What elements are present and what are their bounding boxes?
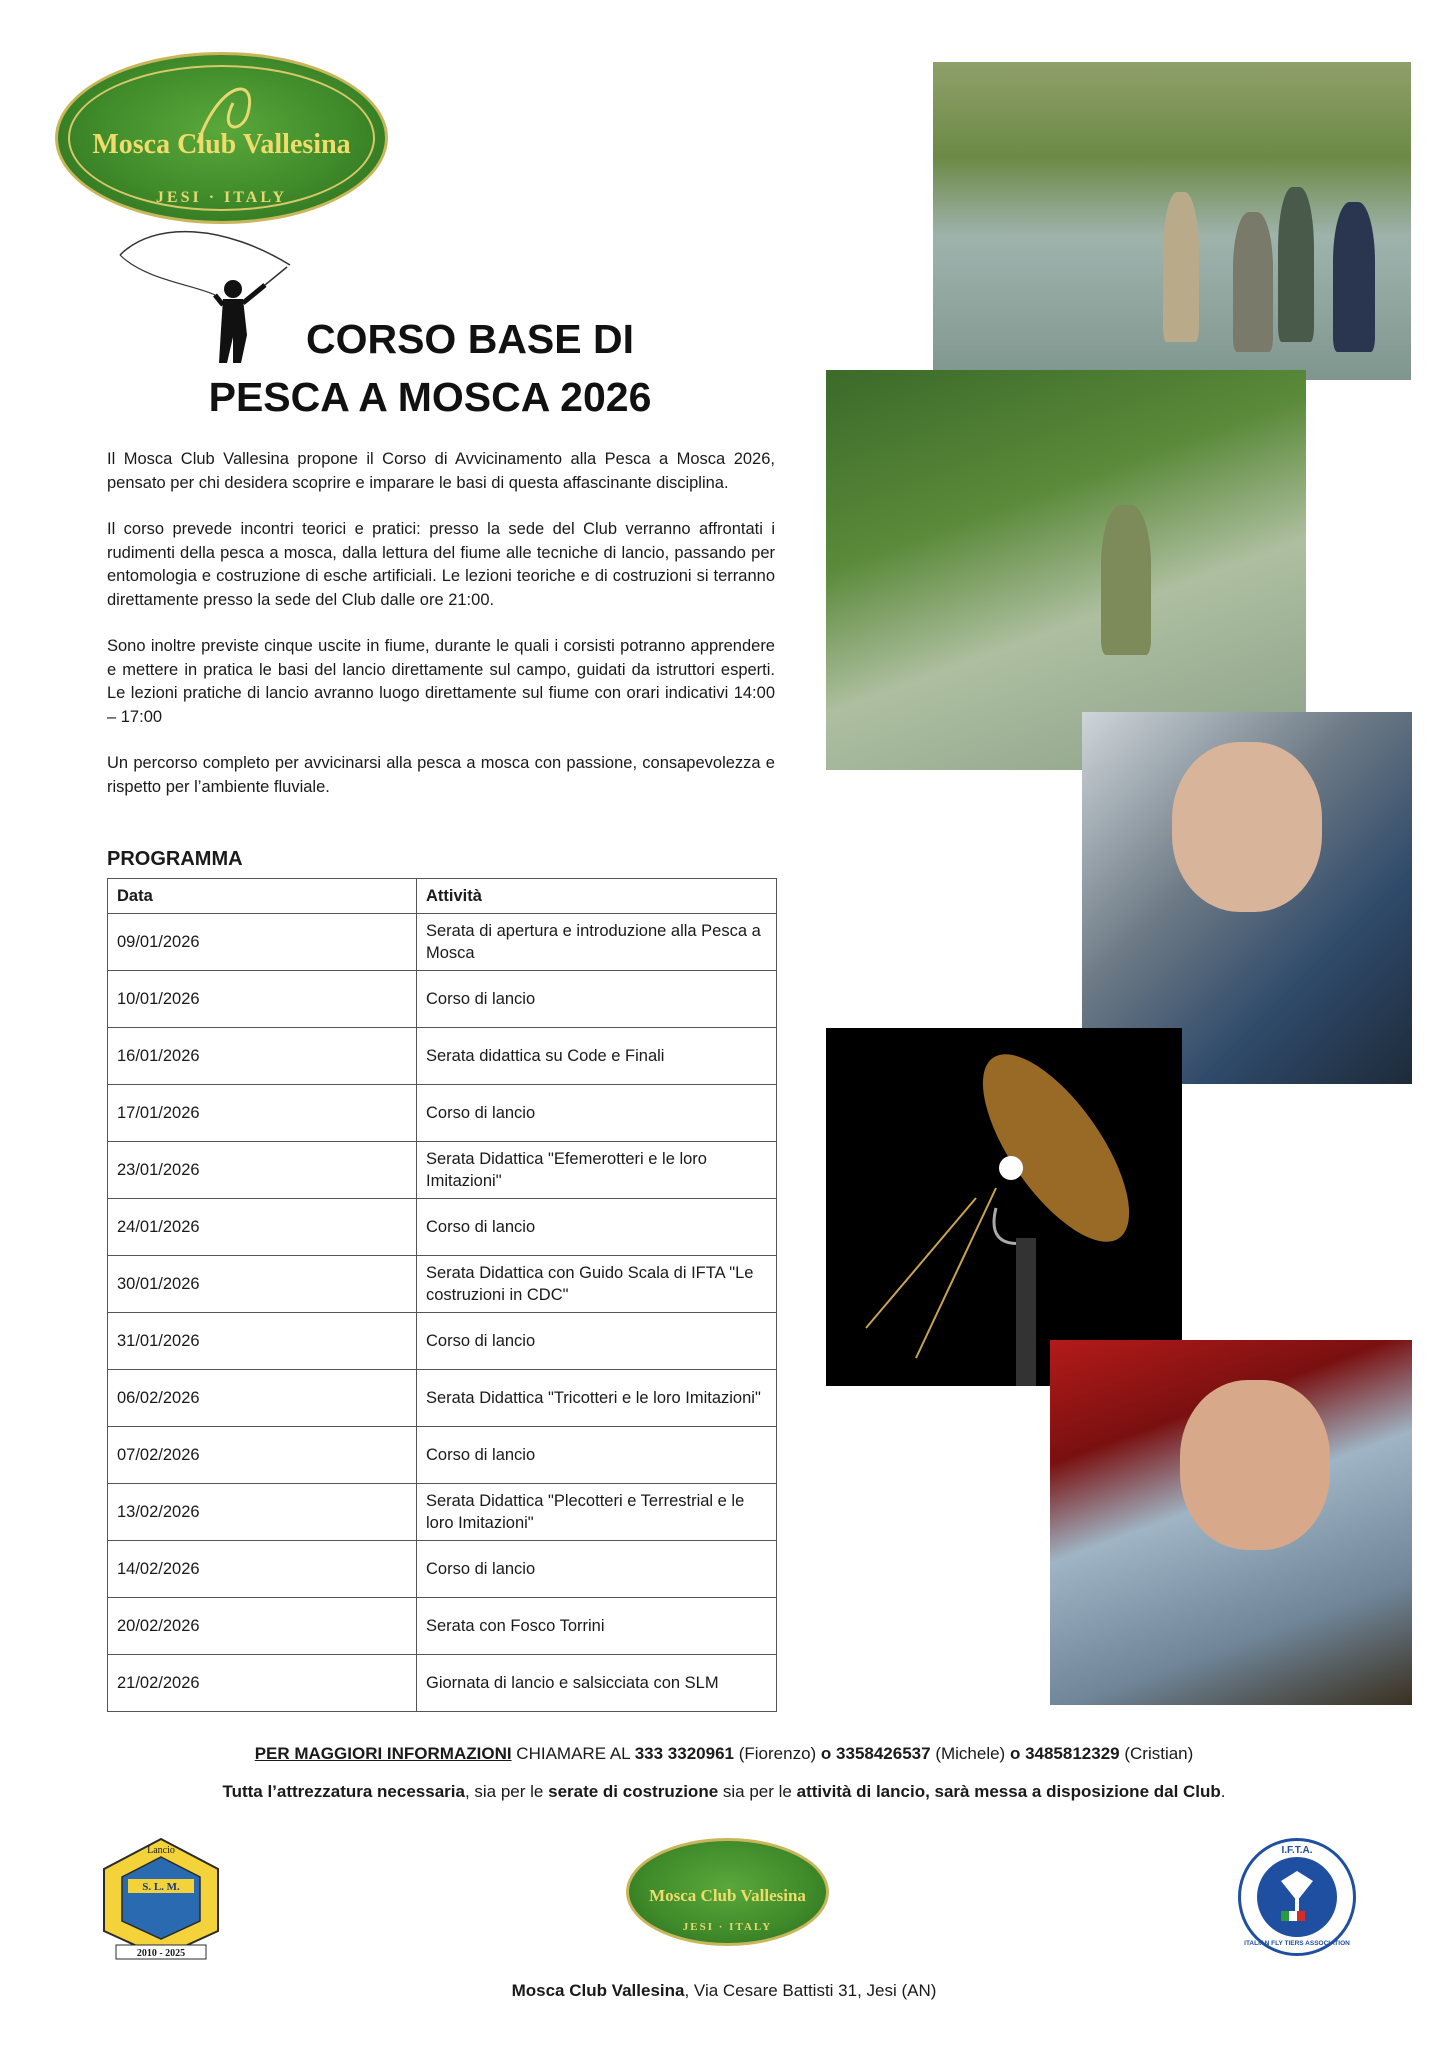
- row-date: 30/01/2026: [108, 1256, 417, 1313]
- table-row: [108, 914, 777, 971]
- row-date: 09/01/2026: [108, 914, 417, 971]
- row-date: 14/02/2026: [108, 1541, 417, 1598]
- club-logo-footer-sub: JESI · ITALY: [682, 1921, 773, 1933]
- row-activity: Serata con Fosco Torrini: [417, 1598, 777, 1655]
- club-logo-footer: [626, 1838, 829, 1946]
- phone-3[interactable]: 3485812329: [1020, 1744, 1120, 1763]
- row-activity: Corso di lancio: [417, 1541, 777, 1598]
- row-date: 16/01/2026: [108, 1028, 417, 1085]
- equipment-part-1: Tutta l’attrezzatura necessaria: [222, 1782, 465, 1801]
- intro-paragraph-4: Un percorso completo per avvicinarsi alla pesca a mosca con passione, consapevolezza e rispetto per l’ambiente fluviale.: [107, 754, 775, 796]
- slm-top: Lancio: [147, 1845, 175, 1856]
- column-header-date: Data: [108, 879, 417, 914]
- row-date: 20/02/2026: [108, 1598, 417, 1655]
- fly-closeup-photo: [826, 1028, 1182, 1386]
- footer-address-text: , Via Cesare Battisti 31, Jesi (AN): [684, 1981, 937, 2000]
- table-row: [108, 1541, 777, 1598]
- row-activity: Corso di lancio: [417, 1085, 777, 1142]
- row-date: 24/01/2026: [108, 1199, 417, 1256]
- program-table: [107, 878, 777, 1712]
- table-row: [108, 1142, 777, 1199]
- program-table-body: [108, 914, 777, 1712]
- contact-name-3: (Cristian): [1119, 1744, 1194, 1763]
- table-row: [108, 1598, 777, 1655]
- row-activity: Serata Didattica "Tricotteri e le loro Imitazioni": [417, 1370, 777, 1427]
- ifta-logo: [1238, 1838, 1356, 1956]
- row-activity: Serata di apertura e introduzione alla Pesca a Mosca: [417, 914, 777, 971]
- row-activity: Serata Didattica "Plecotteri e Terrestrial e le loro Imitazioni": [417, 1484, 777, 1541]
- title-line-2: PESCA A MOSCA 2026: [208, 374, 652, 420]
- table-row: [108, 1085, 777, 1142]
- footer-address: [0, 1981, 1448, 2001]
- row-activity: Corso di lancio: [417, 1427, 777, 1484]
- equipment-part-6: .: [1220, 1782, 1226, 1801]
- intro-paragraph-1: Il Mosca Club Vallesina propone il Corso di Avvicinamento alla Pesca a Mosca 2026, pensato per chi desidera scoprire e imparare le basi di questa affascinante disciplina.: [107, 450, 775, 492]
- table-row: [108, 1655, 777, 1712]
- row-date: 31/01/2026: [108, 1313, 417, 1370]
- row-date: 21/02/2026: [108, 1655, 417, 1712]
- ifta-ring: ITALIAN FLY TIERS ASSOCIATION: [1244, 1940, 1350, 1947]
- page-title: [140, 310, 720, 426]
- contact-name-1: (Fiorenzo): [734, 1744, 821, 1763]
- table-row: [108, 1028, 777, 1085]
- row-activity: Corso di lancio: [417, 1313, 777, 1370]
- table-row: [108, 971, 777, 1028]
- table-header-row: [108, 879, 777, 914]
- table-row: [108, 1199, 777, 1256]
- club-logo-footer-name: Mosca Club Vallesina: [649, 1886, 806, 1905]
- equipment-part-4: sia per le: [718, 1782, 797, 1801]
- ifta-emblem-icon: [1241, 1841, 1353, 1953]
- row-date: 07/02/2026: [108, 1427, 417, 1484]
- footer-org: Mosca Club Vallesina: [511, 1981, 685, 2000]
- slm-mid: S. L. M.: [142, 1881, 180, 1893]
- row-activity: Corso di lancio: [417, 971, 777, 1028]
- mayfly-icon: [826, 1028, 1182, 1386]
- phone-1[interactable]: 333 3320961: [634, 1744, 734, 1763]
- row-date: 17/01/2026: [108, 1085, 417, 1142]
- title-line-1: CORSO BASE DI: [305, 316, 635, 362]
- table-row: [108, 1256, 777, 1313]
- equipment-part-2: , sia per le: [464, 1782, 549, 1801]
- info-or-1: o: [820, 1744, 832, 1763]
- phone-2[interactable]: 3358426537: [831, 1744, 931, 1763]
- row-activity: Corso di lancio: [417, 1199, 777, 1256]
- table-row: [108, 1427, 777, 1484]
- intro-paragraph-3: Sono inoltre previste cinque uscite in fiume, durante le quali i corsisti potranno apprendere e mettere in pratica le basi del lancio direttamente sul campo, guidati da istruttori esperti. Le lezioni pratiche di lancio avranno luogo direttamente sul fiume con orari indicativi 14:00 – 17:00: [107, 637, 775, 726]
- equipment-part-3: serate di costruzione: [548, 1782, 719, 1801]
- program-heading: PROGRAMMA: [107, 848, 243, 870]
- row-activity: Serata Didattica con Guido Scala di IFTA "Le costruzioni in CDC": [417, 1256, 777, 1313]
- fly-tying-photo-2: [1050, 1340, 1412, 1705]
- info-lead: PER MAGGIORI INFORMAZIONI: [254, 1744, 512, 1763]
- row-date: 13/02/2026: [108, 1484, 417, 1541]
- intro-paragraph-2: Il corso prevede incontri teorici e pratici: presso la sede del Club verranno affrontati i rudimenti della pesca a mosca, dalla lettura del fiume alle tecniche di lancio, passando per entomologia e costruzione di esche artificiali. Le lezioni teoriche e di costruzioni si terranno direttamente presso la sede del Club dalle ore 21:00.: [107, 520, 775, 609]
- table-row: [108, 1370, 777, 1427]
- river-group-photo: [933, 62, 1411, 380]
- intro-text: [107, 448, 775, 822]
- row-date: 10/01/2026: [108, 971, 417, 1028]
- river-wading-photo: [826, 370, 1306, 770]
- info-call: CHIAMARE AL: [511, 1744, 635, 1763]
- row-activity: Serata Didattica "Efemerotteri e le loro Imitazioni": [417, 1142, 777, 1199]
- ifta-top: I.F.T.A.: [1281, 1845, 1313, 1856]
- slm-logo: [98, 1835, 224, 1961]
- equipment-part-5: attività di lancio, sarà messa a disposizione dal Club: [796, 1782, 1221, 1801]
- row-activity: Giornata di lancio e salsicciata con SLM: [417, 1655, 777, 1712]
- club-logo: [55, 52, 388, 224]
- contact-info: [0, 1744, 1448, 1764]
- logo-subtitle: JESI · ITALY: [155, 189, 288, 206]
- contact-name-2: (Michele): [930, 1744, 1010, 1763]
- slm-years: 2010 - 2025: [136, 1948, 186, 1959]
- equipment-note: [0, 1782, 1448, 1802]
- table-row: [108, 1313, 777, 1370]
- row-date: 06/02/2026: [108, 1370, 417, 1427]
- table-row: [108, 1484, 777, 1541]
- logo-name: Mosca Club Vallesina: [92, 129, 351, 160]
- info-or-2: o: [1009, 1744, 1021, 1763]
- row-date: 23/01/2026: [108, 1142, 417, 1199]
- row-activity: Serata didattica su Code e Finali: [417, 1028, 777, 1085]
- column-header-activity: Attività: [417, 879, 777, 914]
